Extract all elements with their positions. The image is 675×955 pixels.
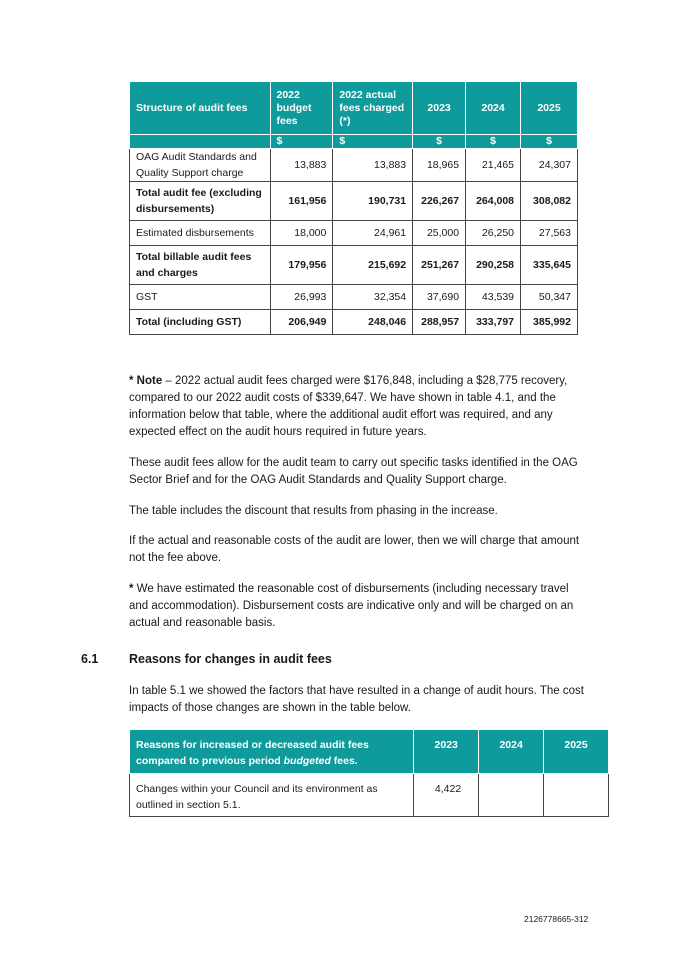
asterisk-label: * — [129, 583, 134, 595]
row-label: Estimated disbursements — [130, 221, 271, 246]
disbursements-paragraph — [129, 581, 589, 632]
table-cell: 25,000 — [413, 221, 466, 246]
note-text: – 2022 actual audit fees charged were $176,848, including a $28,775 recovery, compared to our 2022 audit costs of $339,647. We have shown in table 4.1, and the information below that table, where the additional audit effort was required, and any expected effect on the audit hours required in future years. — [129, 375, 568, 438]
table-cell: 206,949 — [270, 310, 333, 335]
row-label: Changes within your Council and its environment as outlined in section 5.1. — [130, 774, 414, 817]
document-reference-number: 2126778665-312 — [524, 914, 589, 924]
table-cell: 37,690 — [413, 285, 466, 310]
fees-header-2024: 2024 — [466, 82, 521, 135]
table-cell: 190,731 — [333, 182, 413, 221]
reasons-header-2025: 2025 — [544, 730, 609, 774]
section-title: Reasons for changes in audit fees — [129, 652, 332, 666]
table-cell: 264,008 — [466, 182, 521, 221]
fees-note-paragraph — [129, 373, 589, 441]
table-cell: 290,258 — [466, 246, 521, 285]
table-cell — [479, 774, 544, 817]
currency-cell: $ — [413, 135, 466, 149]
table-cell: 335,645 — [521, 246, 578, 285]
table-row — [130, 149, 578, 182]
currency-cell: $ — [466, 135, 521, 149]
table-cell: 24,307 — [521, 149, 578, 182]
audit-fees-table — [129, 81, 578, 335]
reasons-table-header-row — [130, 730, 609, 774]
currency-cell: $ — [270, 135, 333, 149]
table-cell: 26,250 — [466, 221, 521, 246]
table-cell: 333,797 — [466, 310, 521, 335]
table-cell: 18,965 — [413, 149, 466, 182]
table-cell: 50,347 — [521, 285, 578, 310]
discount-paragraph: The table includes the discount that results from phasing in the increase. — [129, 505, 498, 517]
section-heading — [81, 652, 332, 666]
fees-table-header-row — [130, 82, 578, 135]
table-cell: 18,000 — [270, 221, 333, 246]
table-row — [130, 221, 578, 246]
tasks-paragraph: These audit fees allow for the audit team to carry out specific tasks identified in the OAG Sector Brief and for the OAG Audit Standards and Quality Support charge. — [129, 457, 578, 486]
table-cell: 13,883 — [333, 149, 413, 182]
table-cell: 13,883 — [270, 149, 333, 182]
table-row — [130, 774, 609, 817]
table-cell: 27,563 — [521, 221, 578, 246]
table-cell: 161,956 — [270, 182, 333, 221]
table-cell: 251,267 — [413, 246, 466, 285]
currency-cell: $ — [521, 135, 578, 149]
table-cell: 385,992 — [521, 310, 578, 335]
table-cell: 179,956 — [270, 246, 333, 285]
fees-header-2022-actual: 2022 actual fees charged (*) — [333, 82, 413, 135]
row-label: Total (including GST) — [130, 310, 271, 335]
table-cell: 26,993 — [270, 285, 333, 310]
table-cell: 43,539 — [466, 285, 521, 310]
row-label: OAG Audit Standards and Quality Support charge — [130, 149, 271, 182]
table-cell: 215,692 — [333, 246, 413, 285]
reasons-header-text: Reasons for increased or decreased audit fees compared to previous period — [136, 739, 369, 767]
table-cell: 288,957 — [413, 310, 466, 335]
table-cell: 308,082 — [521, 182, 578, 221]
table-cell: 21,465 — [466, 149, 521, 182]
reasons-header-2023: 2023 — [414, 730, 479, 774]
table-row — [130, 310, 578, 335]
section-intro-paragraph: In table 5.1 we showed the factors that have resulted in a change of audit hours. The cost impacts of those changes are shown in the table below. — [129, 685, 584, 714]
reasons-header-2024: 2024 — [479, 730, 544, 774]
row-label: GST — [130, 285, 271, 310]
currency-cell: $ — [333, 135, 413, 149]
table-cell: 32,354 — [333, 285, 413, 310]
disbursements-text: We have estimated the reasonable cost of disbursements (including necessary travel and accommodation). Disbursement costs are indicative only and will be charged on an actual and reasonable basis. — [129, 583, 574, 629]
fees-header-structure: Structure of audit fees — [130, 82, 271, 135]
fees-header-2023: 2023 — [413, 82, 466, 135]
table-cell: 226,267 — [413, 182, 466, 221]
fees-header-2022-budget: 2022 budget fees — [270, 82, 333, 135]
row-label: Total billable audit fees and charges — [130, 246, 271, 285]
table-cell: 248,046 — [333, 310, 413, 335]
fees-table-currency-row — [130, 135, 578, 149]
reasons-header-suffix: fees. — [330, 755, 358, 767]
reasons-header-italic: budgeted — [283, 755, 331, 767]
costs-paragraph: If the actual and reasonable costs of the audit are lower, then we will charge that amount not the fee above. — [129, 535, 580, 564]
fees-header-2025: 2025 — [521, 82, 578, 135]
section-number: 6.1 — [81, 652, 99, 666]
table-row — [130, 285, 578, 310]
reasons-header — [130, 730, 414, 774]
table-cell — [544, 774, 609, 817]
fee-change-reasons-table — [129, 729, 609, 817]
table-cell: 24,961 — [333, 221, 413, 246]
table-row — [130, 182, 578, 221]
table-cell: 4,422 — [414, 774, 479, 817]
note-label: * Note — [129, 375, 163, 387]
row-label: Total audit fee (excluding disbursements) — [130, 182, 271, 221]
table-row — [130, 246, 578, 285]
currency-cell-empty — [130, 135, 271, 149]
